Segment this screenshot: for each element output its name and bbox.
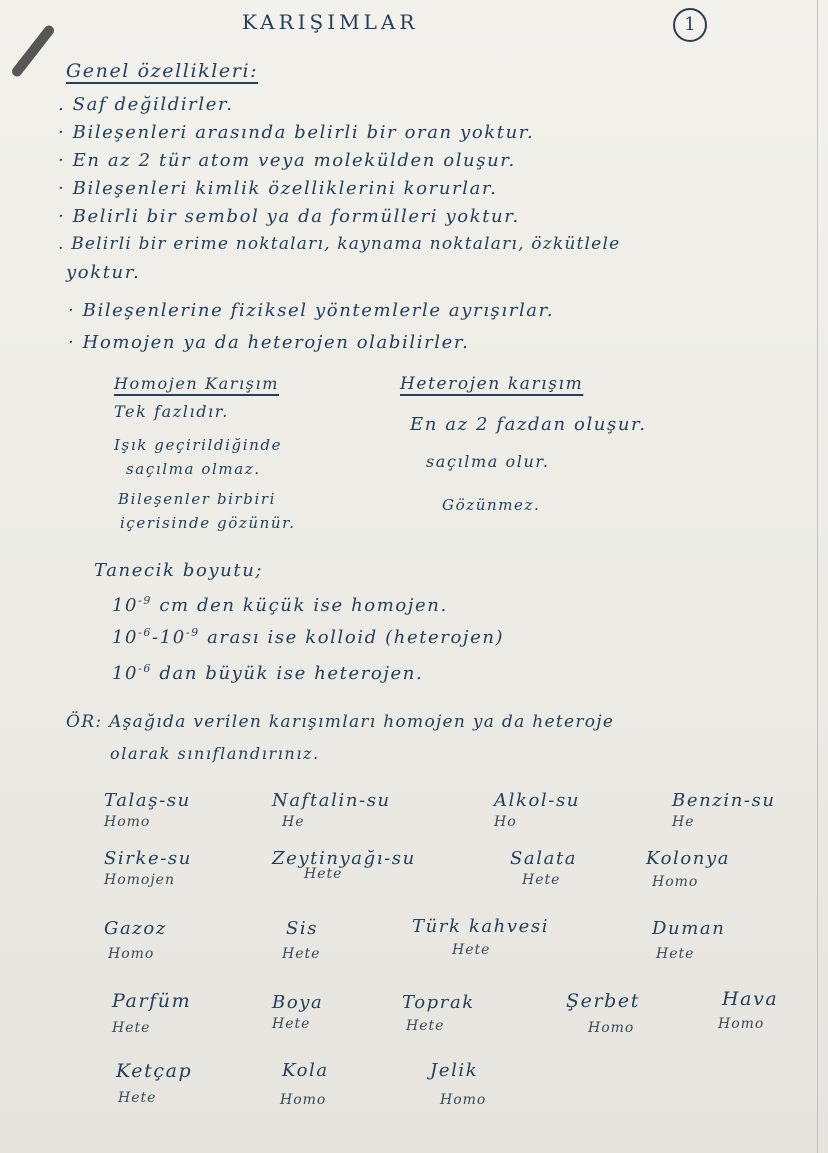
mix-serbet: Şerbet [566,990,640,1012]
particle-line-3-tail: dan büyük ise heterojen. [159,663,424,684]
heterojen-line-1: En az 2 fazdan oluşur. [410,414,647,435]
bullet-6-cont: yoktur. [66,262,141,283]
label-hava: Homo [718,1016,765,1032]
particle-line-2 [112,626,504,648]
example-line-2: olarak sınıflandırınız. [110,744,320,763]
heterojen-line-3: Gözünmez. [442,496,541,514]
homojen-line-1: Tek fazlıdır. [114,402,229,421]
mix-kola: Kola [282,1060,329,1081]
bullet-5: · Belirli bir sembol ya da formülleri yoktur. [58,206,520,227]
heterojen-heading: Heterojen karışım [400,374,584,394]
mix-ketcap: Ketçap [116,1060,193,1082]
mix-sirke-su: Sirke-su [104,848,192,869]
example-line-1: ÖR: Aşağıda verilen karışımları homojen ya da heteroje [66,712,615,732]
label-talas-su: Homo [104,814,151,830]
heterojen-line-2: saçılma olur. [426,452,550,471]
label-sirke-su: Homojen [104,872,175,888]
homojen-line-4: Bileşenler birbiri [118,490,277,508]
exp-1: -9 [138,594,153,607]
base-2a: 10 [112,627,139,648]
label-ketcap: Hete [118,1090,157,1106]
bullet-3: · En az 2 tür atom veya molekülden oluşur. [58,150,516,171]
mix-boya: Boya [272,992,324,1013]
base-3: 10 [112,663,139,684]
mix-hava: Hava [722,988,779,1010]
label-salata: Hete [522,872,561,888]
mix-parfum: Parfüm [112,990,192,1012]
mix-zeytinyagi-su: Zeytinyağı-su [272,848,416,869]
particle-line-3 [112,662,423,684]
pen-mark [10,23,56,78]
label-kola: Homo [280,1092,327,1108]
margin-line [817,0,818,1153]
label-alkol-su: Ho [494,814,517,830]
mix-kolonya: Kolonya [646,848,731,869]
bullet-8: · Homojen ya da heterojen olabilirler. [68,332,470,353]
label-sis: Hete [282,946,321,962]
mix-toprak: Toprak [402,992,475,1013]
mix-benzin-su: Benzin-su [672,790,776,811]
particle-line-1 [112,594,448,616]
homojen-heading: Homojen Karışım [114,374,279,393]
label-serbet: Homo [588,1020,635,1036]
mix-gazoz: Gazoz [104,918,167,939]
homojen-line-2: Işık geçirildiğinde [114,436,283,454]
mix-duman: Duman [652,918,726,939]
label-toprak: Hete [406,1018,445,1034]
bullet-4: · Bileşenleri kimlik özelliklerini korurlar. [58,178,498,199]
label-gazoz: Homo [108,946,155,962]
bullet-6: . Belirli bir erime noktaları, kaynama noktaları, özkütlele [58,234,621,254]
range-dash: - [152,627,160,648]
label-jelik: Homo [440,1092,487,1108]
mix-turk-kahvesi: Türk kahvesi [412,916,550,937]
particle-heading: Tanecik boyutu; [94,560,264,581]
label-parfum: Hete [112,1020,151,1036]
label-zeytinyagi-su: Hete [304,866,343,882]
particle-line-2-tail: arası ise kolloid (heterojen) [207,627,505,648]
label-turk-kahvesi: Hete [452,942,491,958]
mix-alkol-su: Alkol-su [494,790,580,811]
exp-2b: -9 [185,626,200,639]
label-duman: Hete [656,946,695,962]
base-1: 10 [112,595,139,616]
general-heading: Genel özellikleri: [66,60,259,82]
particle-line-1-tail: cm den küçük ise homojen. [159,595,448,616]
page-number: 1 [673,8,707,42]
page-title: KARIŞIMLAR [242,10,419,34]
exp-2a: -6 [138,626,153,639]
label-kolonya: Homo [652,874,699,890]
mix-sis: Sis [286,918,319,939]
mix-talas-su: Talaş-su [104,790,191,811]
label-benzin-su: He [672,814,695,830]
bullet-7: · Bileşenlerine fiziksel yöntemlerle ayrışırlar. [68,300,555,321]
label-naftalin-su: He [282,814,305,830]
bullet-2: · Bileşenleri arasında belirli bir oran yoktur. [58,122,535,143]
mix-jelik: Jelik [430,1060,479,1081]
homojen-line-5: içerisinde gözünür. [120,514,296,532]
exp-3: -6 [138,662,153,675]
label-boya: Hete [272,1016,311,1032]
homojen-line-3: saçılma olmaz. [126,460,261,478]
mix-salata: Salata [510,848,578,869]
mix-naftalin-su: Naftalin-su [272,790,391,811]
bullet-1: . Saf değildirler. [58,94,234,115]
base-2b: 10 [159,627,186,648]
